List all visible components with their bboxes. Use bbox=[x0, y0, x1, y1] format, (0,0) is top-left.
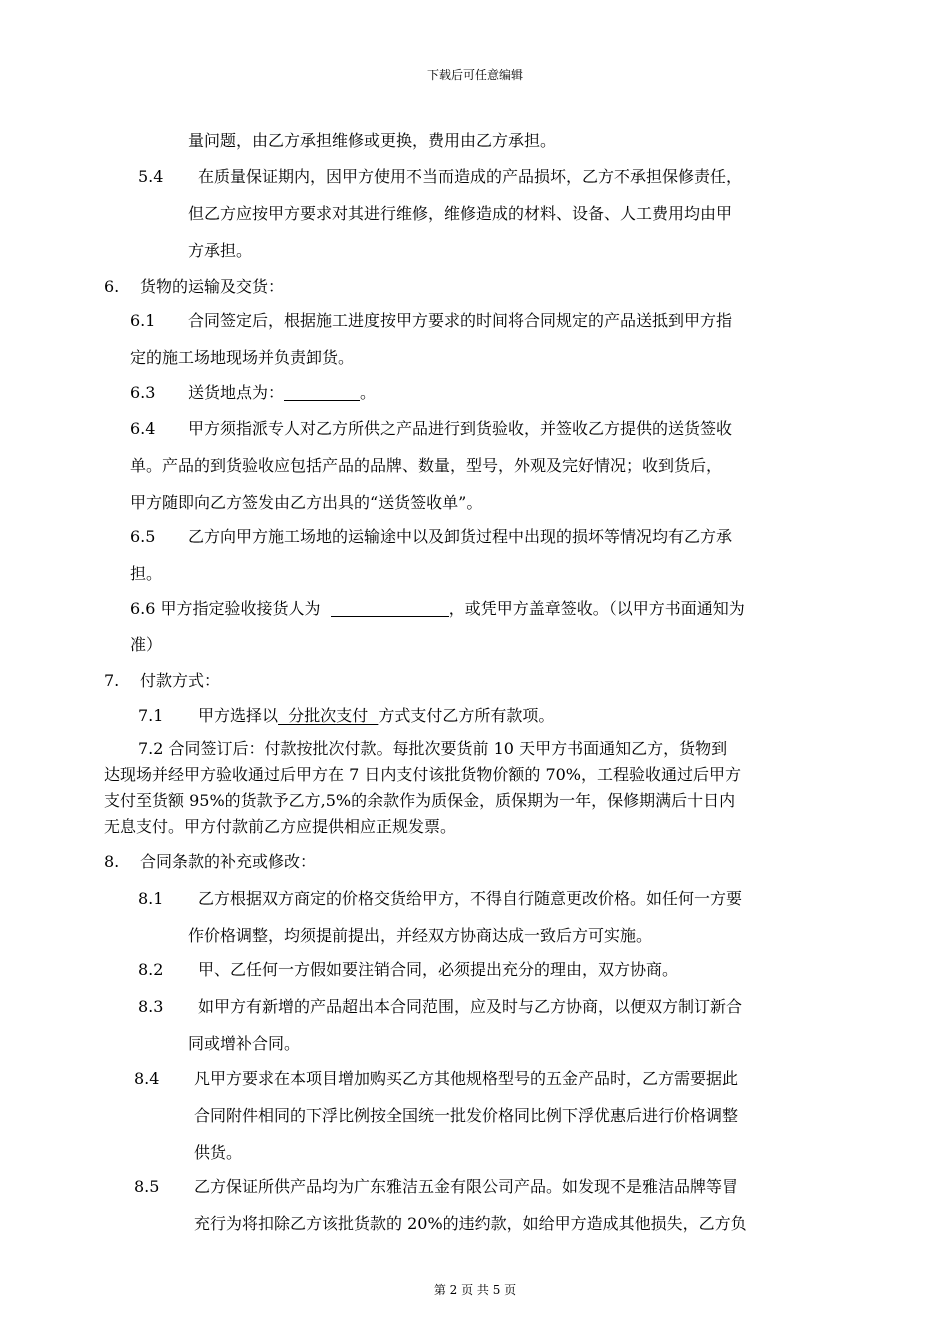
clause-5-4-line1: 在质量保证期内，因甲方使用不当而造成的产品损坏，乙方不承担保修责任， bbox=[198, 167, 743, 186]
clause-6-4-number: 6.4 bbox=[130, 419, 156, 438]
clause-8-5-line1: 乙方保证所供产品均为广东雅洁五金有限公司产品。如发现不是雅洁品牌等冒 bbox=[194, 1177, 739, 1196]
clause-7-1-prefix: 甲方选择以 bbox=[198, 706, 279, 725]
clause-6-4-line3: 甲方随即向乙方签发由乙方出具的“送货签收单”。 bbox=[130, 493, 483, 512]
clause-5-4-number: 5.4 bbox=[138, 167, 164, 186]
clause-8-1-number: 8.1 bbox=[138, 889, 164, 908]
clause-7-1-number: 7.1 bbox=[138, 706, 164, 725]
clause-5-4-line2: 但乙方应按甲方要求对其进行维修，维修造成的材料、设备、人工费用均由甲 bbox=[188, 204, 733, 223]
clause-6-1-line1: 合同签定后，根据施工进度按甲方要求的时间将合同规定的产品送抵到甲方指 bbox=[188, 311, 733, 330]
receiver-name-blank[interactable] bbox=[331, 598, 449, 617]
clause-7-1-line bbox=[198, 697, 554, 734]
clause-7-2-line1: 7.2 合同签订后：付款按批次付款。每批次要货前 10 天甲方书面通知乙方，货物到 bbox=[138, 739, 728, 758]
clause-8-4-line1: 凡甲方要求在本项目增加购买乙方其他规格型号的五金产品时，乙方需要据此 bbox=[194, 1069, 739, 1088]
clause-8-3-line2: 同或增补合同。 bbox=[188, 1034, 301, 1053]
clause-7-1-suffix: 方式支付乙方所有款项。 bbox=[378, 706, 555, 725]
section-6-title: 货物的运输及交货： bbox=[140, 277, 285, 296]
clause-6-6-line1 bbox=[130, 590, 745, 627]
clause-5-4-line3: 方承担。 bbox=[188, 241, 253, 260]
clause-6-3-line bbox=[188, 374, 376, 411]
section-8-number: 8. bbox=[104, 852, 120, 871]
page-header: 下载后可任意编辑 bbox=[426, 68, 523, 82]
clause-6-6-suffix: ，或凭甲方盖章签收。（以甲方书面通知为 bbox=[448, 599, 745, 618]
clause-6-5-line1: 乙方向甲方施工场地的运输途中以及卸货过程中出现的损坏等情况均有乙方承 bbox=[188, 527, 733, 546]
clause-6-1-line2: 定的施工场地现场并负责卸货。 bbox=[130, 348, 355, 367]
clause-6-4-line2: 单。产品的到货验收应包括产品的品牌、数量，型号，外观及完好情况；收到货后， bbox=[130, 456, 723, 475]
clause-8-5-line2: 充行为将扣除乙方该批货款的 20%的违约款，如给甲方造成其他损失，乙方负 bbox=[194, 1214, 747, 1233]
clause-7-2-line3: 支付至货额 95%的货款予乙方,5%的余款作为质保金，质保期为一年，保修期满后十日内 bbox=[104, 791, 736, 810]
section-6-number: 6. bbox=[104, 277, 120, 296]
clause-8-1-line2: 作价格调整，均须提前提出，并经双方协商达成一致后方可实施。 bbox=[188, 926, 653, 945]
clause-6-3-prefix: 送货地点为： bbox=[188, 383, 285, 402]
clause-6-3-suffix: 。 bbox=[360, 383, 377, 402]
clause-8-3-line1: 如甲方有新增的产品超出本合同范围，应及时与乙方协商，以便双方制订新合 bbox=[198, 997, 743, 1016]
page-footer: 第 2 页 共 5 页 bbox=[433, 1283, 517, 1297]
clause-8-1-line1: 乙方根据双方商定的价格交货给甲方，不得自行随意更改价格。如任何一方要 bbox=[198, 889, 743, 908]
clause-6-6-prefix: 6.6 甲方指定验收接货人为 bbox=[130, 599, 321, 618]
delivery-address-blank[interactable] bbox=[284, 382, 360, 401]
clause-8-4-number: 8.4 bbox=[134, 1069, 160, 1088]
section-7-title: 付款方式： bbox=[140, 671, 221, 690]
section-8-title: 合同条款的补充或修改： bbox=[140, 852, 317, 871]
section-7-number: 7. bbox=[104, 671, 120, 690]
clause-6-3-number: 6.3 bbox=[130, 383, 156, 402]
payment-method-value: 分批次支付 bbox=[278, 706, 379, 725]
clause-8-5-number: 8.5 bbox=[134, 1177, 160, 1196]
clause-6-4-line1: 甲方须指派专人对乙方所供之产品进行到货验收，并签收乙方提供的送货签收 bbox=[188, 419, 733, 438]
clause-8-4-line3: 供货。 bbox=[194, 1143, 243, 1162]
clause-7-2-line4: 无息支付。甲方付款前乙方应提供相应正规发票。 bbox=[104, 817, 457, 836]
clause-8-4-line2: 合同附件相同的下浮比例按全国统一批发价格同比例下浮优惠后进行价格调整 bbox=[194, 1106, 739, 1125]
clause-8-2-number: 8.2 bbox=[138, 960, 164, 979]
clause-6-5-number: 6.5 bbox=[130, 527, 156, 546]
clause-6-5-line2: 担。 bbox=[130, 564, 163, 583]
clause-6-6-line2: 准） bbox=[130, 635, 163, 654]
clause-7-2-line2: 达现场并经甲方验收通过后甲方在 7 日内支付该批货物价额的 70%，工程验收通过后甲方 bbox=[104, 765, 742, 784]
clause-5-3-continuation: 量问题，由乙方承担维修或更换，费用由乙方承担。 bbox=[188, 131, 557, 150]
clause-8-2-line1: 甲、乙任何一方假如要注销合同，必须提出充分的理由，双方协商。 bbox=[198, 960, 679, 979]
clause-6-1-number: 6.1 bbox=[130, 311, 156, 330]
clause-8-3-number: 8.3 bbox=[138, 997, 164, 1016]
